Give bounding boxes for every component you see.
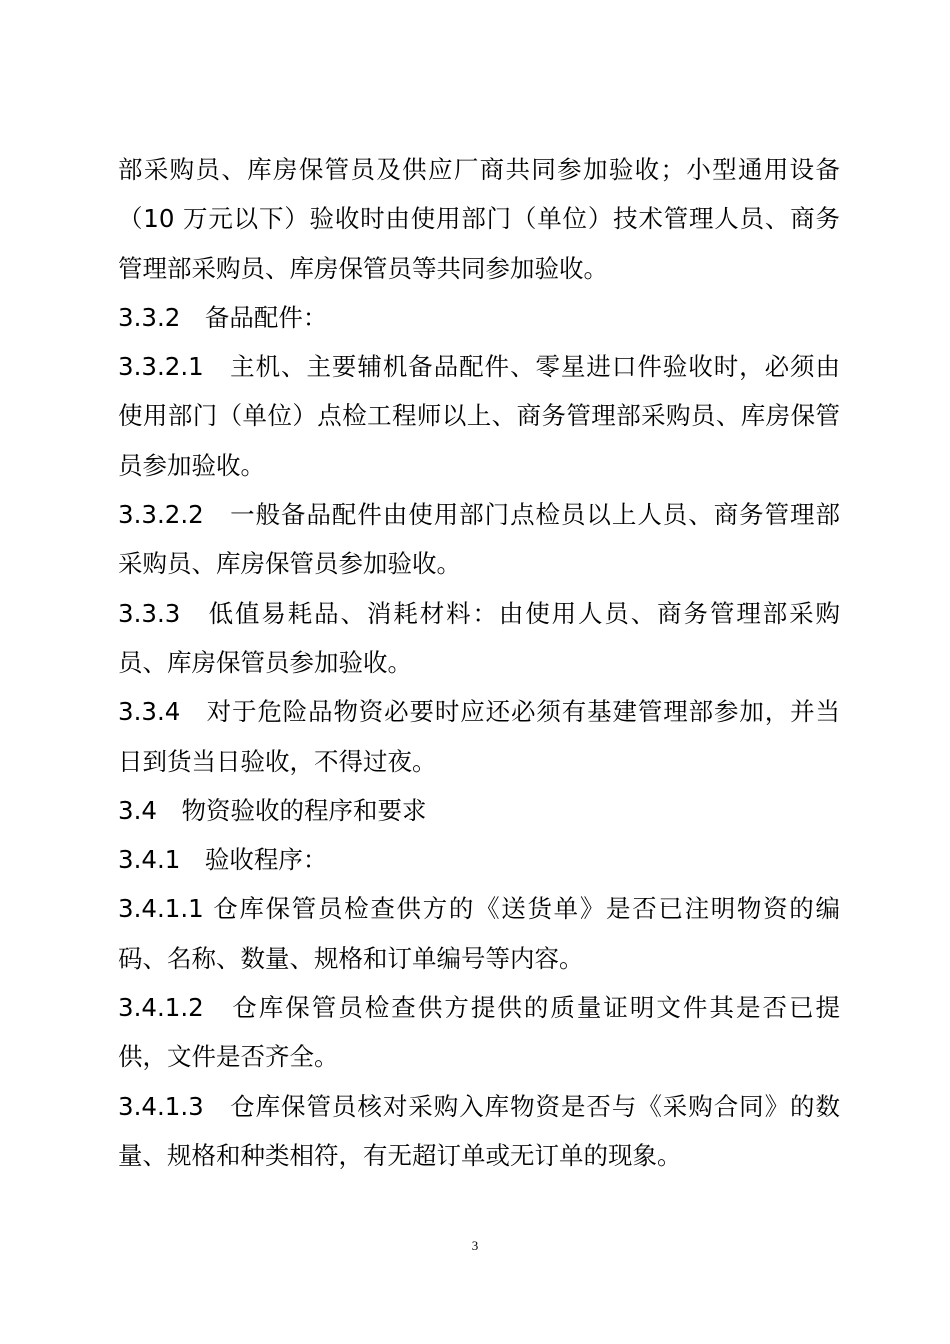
paragraph-3-3-2-1: 3.3.2.1 主机、主要辅机备品配件、零星进口件验收时，必须由使用部门（单位）点检工程师以上、商务管理部采购员、库房保管员参加验收。 [118, 352, 840, 480]
paragraph-3-4-1-1: 3.4.1.1 仓库保管员检查供方的《送货单》是否已注明物资的编码、名称、数量、规格和订单编号等内容。 [118, 894, 840, 973]
paragraph-3-4-1: 3.4.1 验收程序： [118, 845, 328, 875]
paragraph-3-4-1-3: 3.4.1.3 仓库保管员核对采购入库物资是否与《采购合同》的数量、规格和种类相符，有无超订单或无订单的现象。 [118, 1091, 840, 1170]
paragraph-3-3-4: 3.3.4 对于危险品物资必要时应还必须有基建管理部参加，并当日到货当日验收，不得过夜。 [118, 697, 840, 776]
paragraph-3-3-3: 3.3.3 低值易耗品、消耗材料：由使用人员、商务管理部采购员、库房保管员参加验收。 [118, 598, 840, 677]
paragraph-continuation: 部采购员、库房保管员及供应厂商共同参加验收；小型通用设备（10 万元以下）验收时由使用部门（单位）技术管理人员、商务管理部采购员、库房保管员等共同参加验收。 [118, 155, 840, 283]
heading-3-4: 3.4 物资验收的程序和要求 [118, 795, 427, 825]
paragraph-3-4-1-2: 3.4.1.2 仓库保管员检查供方提供的质量证明文件其是否已提供，文件是否齐全。 [118, 993, 840, 1072]
page-number: 3 [471, 1238, 479, 1253]
body-text [118, 145, 840, 1180]
paragraph-3-3-2-2: 3.3.2.2 一般备品配件由使用部门点检员以上人员、商务管理部采购员、库房保管员参加验收。 [118, 500, 840, 579]
paragraph-3-3-2: 3.3.2 备品配件： [118, 302, 328, 332]
